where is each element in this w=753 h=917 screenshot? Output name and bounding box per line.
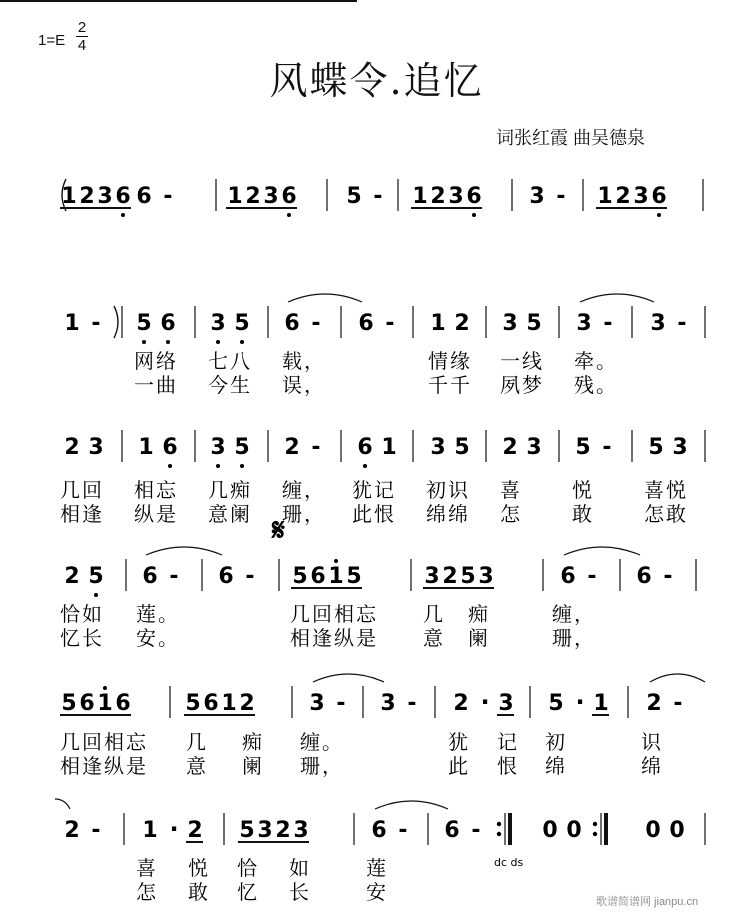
dot-note: · [575, 688, 585, 716]
dash-note: - [673, 691, 683, 716]
lyric-text: 几回 [60, 478, 104, 502]
note: 6 [651, 184, 667, 209]
dash-note: - [91, 818, 101, 843]
lyric-text: 千千 [428, 373, 472, 397]
lyric-text: 缠， [282, 478, 326, 502]
note: 3 [526, 435, 542, 460]
dot-note: · [169, 815, 179, 843]
lyric-text: 喜 [500, 478, 522, 502]
low-octave-dot [216, 464, 220, 468]
tie-slur [375, 801, 448, 809]
note: 3 [293, 818, 309, 843]
low-octave-dot [166, 340, 170, 344]
note: 1 [412, 184, 428, 209]
note: 0 [669, 818, 685, 843]
note: 6 [444, 818, 460, 843]
lyric-text: 怎 [500, 502, 522, 526]
tie-slur [580, 294, 654, 302]
low-octave-dot [142, 340, 146, 344]
lyric-text: 痴 [242, 730, 264, 754]
note: 2 [239, 691, 255, 716]
note: 2 [187, 818, 203, 843]
note: 2 [275, 818, 291, 843]
tie-slur [55, 799, 70, 809]
low-octave-dot [240, 340, 244, 344]
note: 2 [64, 564, 80, 589]
dash-note: - [169, 564, 179, 589]
lyric-text: 莲。 [136, 602, 180, 626]
note: 3 [529, 184, 545, 209]
note: 6 [142, 564, 158, 589]
low-octave-dot [240, 464, 244, 468]
low-octave-dot [287, 213, 291, 217]
note: 5 [234, 311, 250, 336]
note: 1 [142, 818, 158, 843]
note: 5 [526, 311, 542, 336]
dash-note: - [677, 311, 687, 336]
lyric-text: 此恨 [352, 502, 396, 526]
lyric-text: 载， [282, 349, 326, 373]
note: 1 [61, 184, 77, 209]
dash-note: - [163, 184, 173, 209]
note: 2 [646, 691, 662, 716]
lyric-text: 缠。 [300, 730, 344, 754]
lyric-text: 恨 [497, 754, 519, 778]
dash-note: - [311, 311, 321, 336]
lyric-text: 初 [545, 730, 567, 754]
note: 1 [227, 184, 243, 209]
dash-note: - [556, 184, 566, 209]
note: 6 [310, 564, 326, 589]
tie-slur [146, 547, 222, 555]
note: 5 [239, 818, 255, 843]
dash-note: - [385, 311, 395, 336]
lyric-text: 绵绵 [426, 502, 470, 526]
note: 6 [358, 311, 374, 336]
dash-note: - [336, 691, 346, 716]
dash-note: - [373, 184, 383, 209]
lyric-text: 敢 [572, 502, 594, 526]
lyric-text: 缠， [552, 602, 596, 626]
note: 6 [162, 435, 178, 460]
low-octave-dot [94, 593, 98, 597]
note: 3 [380, 691, 396, 716]
dash-note: - [587, 564, 597, 589]
note: 3 [633, 184, 649, 209]
time-signature-top: 2 [77, 19, 87, 36]
note: 1 [430, 311, 446, 336]
note: 1 [64, 311, 80, 336]
note: 6 [466, 184, 482, 209]
lyric-text: 忆长 [60, 626, 104, 650]
lyric-text: 忆 [237, 880, 259, 904]
note: 6 [218, 564, 234, 589]
lyric-text: 意阑 [208, 502, 252, 526]
dash-note: - [245, 564, 255, 589]
lyric-text: 识 [641, 730, 663, 754]
note: 6 [160, 311, 176, 336]
note: 0 [566, 818, 582, 843]
lyric-text: 莲 [366, 856, 388, 880]
low-octave-dot [121, 213, 125, 217]
lyric-text: 此 [448, 754, 470, 778]
lyric-text: 记 [497, 730, 519, 754]
lyric-text: 喜悦 [644, 478, 688, 502]
low-octave-dot [657, 213, 661, 217]
tie-slur [564, 547, 640, 555]
note: 1 [597, 184, 613, 209]
lyric-text: 痴 [468, 602, 490, 626]
note: 1 [138, 435, 154, 460]
lyric-text: 几回相忘 [60, 730, 148, 754]
key-signature: 1=E [38, 32, 66, 49]
dash-note: - [311, 435, 321, 460]
lyric-text: 意 [423, 626, 445, 650]
note: 5 [234, 435, 250, 460]
lyric-text: 犹 [448, 730, 470, 754]
note: 5 [460, 564, 476, 589]
note: 3 [424, 564, 440, 589]
lyric-text: 珊， [300, 754, 344, 778]
note: 6 [79, 691, 95, 716]
note: 2 [502, 435, 518, 460]
note: 2 [284, 435, 300, 460]
lyric-text: 悦 [572, 478, 594, 502]
lyric-text: 一曲 [134, 373, 178, 397]
note: 3 [448, 184, 464, 209]
note: 3 [257, 818, 273, 843]
note: 6 [560, 564, 576, 589]
note: 5 [454, 435, 470, 460]
note: 6 [284, 311, 300, 336]
tie-slur [288, 294, 362, 302]
lyric-text: 犹记 [352, 478, 396, 502]
dash-note: - [91, 311, 101, 336]
repeat-dot [593, 832, 597, 836]
repeat-dot [497, 832, 501, 836]
note: 5 [185, 691, 201, 716]
lyric-text: 安。 [136, 626, 180, 650]
lyric-text: 情缘 [428, 349, 472, 373]
lyric-text: 恰如 [60, 602, 104, 626]
time-signature-bottom: 4 [77, 37, 87, 54]
dash-note: - [663, 564, 673, 589]
lyric-text: 相逢纵是 [60, 754, 148, 778]
note: 3 [576, 311, 592, 336]
note: 6 [371, 818, 387, 843]
lyric-text: 几 [186, 730, 208, 754]
note: 6 [203, 691, 219, 716]
dash-note: - [398, 818, 408, 843]
song-credits: 词张红霞 曲吴德泉 [496, 128, 646, 148]
dash-note: - [471, 818, 481, 843]
tie-slur [313, 674, 384, 682]
low-octave-dot [472, 213, 476, 217]
note: 6 [136, 184, 152, 209]
lyric-text: 如 [289, 856, 311, 880]
note: 5 [61, 691, 77, 716]
note: 6 [636, 564, 652, 589]
lyric-text: 一线 [500, 349, 544, 373]
lyric-text: 长 [289, 880, 311, 904]
lyric-text: 相逢纵是 [290, 626, 378, 650]
note: 3 [430, 435, 446, 460]
note: 6 [115, 184, 131, 209]
note: 3 [502, 311, 518, 336]
note: 2 [64, 818, 80, 843]
lyric-text: 相忘 [134, 478, 178, 502]
lyric-text: 喜 [136, 856, 158, 880]
lyric-text: 阑 [242, 754, 264, 778]
song-title: 风蝶令.追忆 [269, 59, 484, 103]
note: 2 [454, 311, 470, 336]
lyric-text: 相逢 [60, 502, 104, 526]
note: 6 [115, 691, 131, 716]
note: 5 [136, 311, 152, 336]
note: 3 [97, 184, 113, 209]
note: 2 [245, 184, 261, 209]
note: 6 [357, 435, 373, 460]
lyric-text: 安 [366, 880, 388, 904]
lyric-text: 纵是 [134, 502, 178, 526]
dash-note: - [603, 311, 613, 336]
note: 5 [88, 564, 104, 589]
lyric-text: 阑 [468, 626, 490, 650]
note: 2 [615, 184, 631, 209]
note: 1 [381, 435, 397, 460]
note: 2 [79, 184, 95, 209]
low-octave-dot [216, 340, 220, 344]
note: 3 [88, 435, 104, 460]
lyric-text: 牵。 [574, 349, 618, 373]
lyric-text: 敢 [188, 880, 210, 904]
lyric-text: 珊， [282, 502, 326, 526]
lyric-text: 意 [186, 754, 208, 778]
note: 2 [453, 691, 469, 716]
lyric-text: 初识 [426, 478, 470, 502]
lyric-text: 珊， [552, 626, 596, 650]
dash-note: - [602, 435, 612, 460]
note: 2 [430, 184, 446, 209]
lyric-text: 残。 [574, 373, 618, 397]
lyric-text: 几 [423, 602, 445, 626]
lyric-text: 绵 [641, 754, 663, 778]
low-octave-dot [168, 464, 172, 468]
segno-mark: 𝄋 [272, 513, 285, 548]
note: 3 [309, 691, 325, 716]
lyric-text: 怎 [136, 880, 158, 904]
lyric-text: 恰 [237, 856, 259, 880]
note: 1 [593, 691, 609, 716]
note: 5 [648, 435, 664, 460]
note: 3 [263, 184, 279, 209]
lyric-text: 几回相忘 [290, 602, 378, 626]
note: 1 [221, 691, 237, 716]
dc-ds-mark: dc ds [494, 856, 524, 869]
lyric-text: 几痴 [208, 478, 252, 502]
lyric-text: 绵 [545, 754, 567, 778]
repeat-dot [593, 822, 597, 826]
lyric-text: 悦 [188, 856, 210, 880]
note: 5 [346, 564, 362, 589]
note: 3 [498, 691, 514, 716]
lyric-text: 今生 [208, 373, 252, 397]
dash-note: - [407, 691, 417, 716]
high-octave-dot [103, 686, 107, 690]
repeat-close-bracket [114, 306, 118, 338]
note: 5 [575, 435, 591, 460]
note: 6 [281, 184, 297, 209]
lyric-text: 七八 [208, 349, 252, 373]
note: 5 [548, 691, 564, 716]
note: 0 [645, 818, 661, 843]
note: 2 [442, 564, 458, 589]
lyric-text: 怎敢 [644, 502, 688, 526]
dot-note: · [480, 688, 490, 716]
note: 3 [672, 435, 688, 460]
lyric-text: 误， [282, 373, 326, 397]
lyric-text: 网络 [134, 349, 178, 373]
note: 2 [64, 435, 80, 460]
note: 3 [650, 311, 666, 336]
high-octave-dot [334, 559, 338, 563]
note: 0 [542, 818, 558, 843]
note: 3 [478, 564, 494, 589]
repeat-dot [497, 822, 501, 826]
watermark: 歌谱简谱网 jianpu.cn [596, 896, 699, 908]
note: 5 [292, 564, 308, 589]
note: 3 [210, 311, 226, 336]
note: 3 [210, 435, 226, 460]
low-octave-dot [363, 464, 367, 468]
tie-slur [650, 674, 705, 682]
note: 1 [328, 564, 344, 589]
lyric-text: 夙梦 [500, 373, 544, 397]
note: 1 [97, 691, 113, 716]
note: 5 [346, 184, 362, 209]
